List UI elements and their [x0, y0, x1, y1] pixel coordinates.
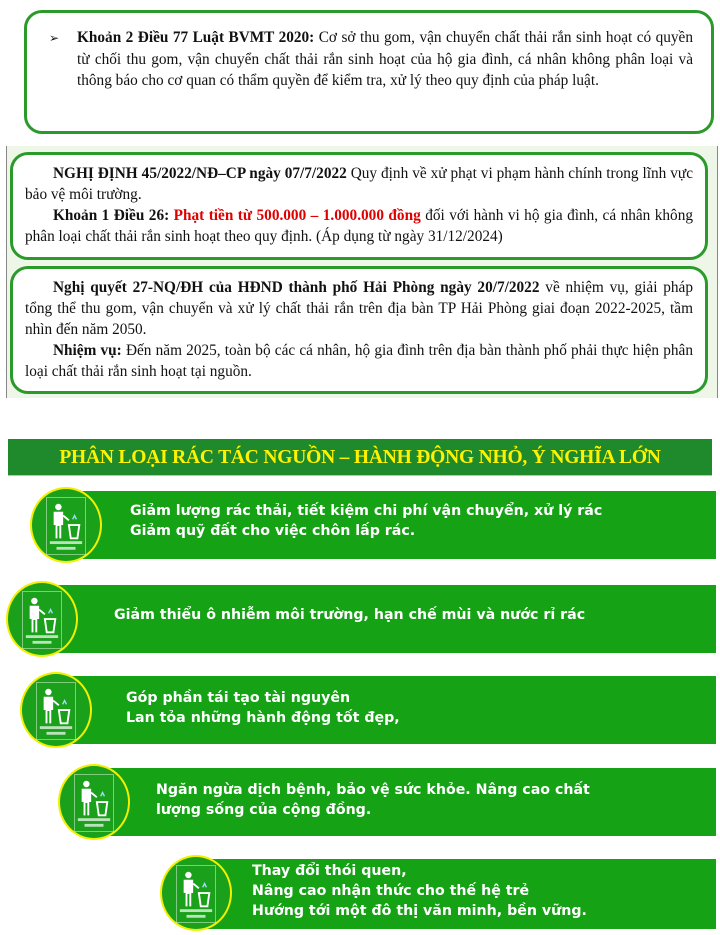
trash-bin-person-icon [160, 855, 232, 931]
benefit-line: lượng sống của cộng đồng. [156, 802, 372, 818]
recycle-sign-icon [46, 497, 86, 555]
benefit-line: Thay đổi thói quen, [252, 863, 407, 879]
benefit-line: Hướng tới một đô thị văn minh, bền vững. [252, 903, 587, 919]
resolution-text [25, 277, 693, 340]
benefit-row-3 [20, 672, 716, 744]
benefit-line: Lan tỏa những hành động tốt đẹp, [126, 710, 400, 726]
benefit-line: Góp phần tái tạo tài nguyên [126, 690, 351, 706]
benefit-text [156, 780, 590, 820]
benefit-line: Giảm lượng rác thải, tiết kiệm chi phí vận chuyển, xử lý rác [130, 503, 603, 519]
resolution-task [25, 340, 693, 382]
clause-title: Khoản 1 Điều 26: [53, 207, 170, 224]
benefit-line: Giảm quỹ đất cho việc chôn lấp rác. [130, 523, 416, 539]
trash-bin-person-icon [58, 764, 130, 840]
decree-title: NGHỊ ĐỊNH 45/2022/NĐ–CP ngày 07/7/2022 [53, 165, 347, 182]
recycle-sign-icon [176, 865, 216, 923]
benefit-text [126, 688, 400, 728]
recycle-sign-icon [36, 682, 76, 740]
benefit-line: Giảm thiểu ô nhiễm môi trường, hạn chế mùi và nước rỉ rác [114, 607, 586, 623]
benefit-text [252, 861, 587, 921]
section-banner-title: PHÂN LOẠI RÁC TÁC NGUỒN – HÀNH ĐỘNG NHỎ, Ý NGHĨA LỚN [8, 439, 712, 476]
resolution-title: Nghị quyết 27-NQ/ĐH của HĐND thành phố Hải Phòng ngày 20/7/2022 [53, 279, 540, 296]
benefit-row-1 [30, 487, 716, 559]
recycle-sign-icon [74, 774, 114, 832]
benefit-row-4 [58, 764, 716, 836]
task-body: Đến năm 2025, toàn bộ các cá nhân, hộ gia đình trên địa bàn thành phố phải thực hiện phân loại chất thải rắn sinh hoạt tại nguồn. [25, 342, 693, 380]
law-box-nghi-quyet-27 [10, 266, 708, 394]
arrow-bullet-icon: ➢ [49, 31, 60, 45]
benefit-text [114, 605, 585, 625]
decree-body: Quy định về xử phạt vi phạm hành chính trong lĩnh vực bảo vệ môi trường. [25, 165, 693, 203]
decree-clause [25, 205, 693, 247]
trash-bin-person-icon [6, 581, 78, 657]
trash-bin-person-icon [30, 487, 102, 563]
law-text [49, 27, 693, 91]
decree-text [25, 163, 693, 205]
law-body: Cơ sở thu gom, vận chuyển chất thải rắn sinh hoạt có quyền từ chối thu gom, vận chuyển chất thải rắn sinh hoạt của hộ gia đình, cá nhân không phân loại và thông báo cho cơ quan có thẩm quyền để kiểm tra, xử lý theo quy định của pháp luật. [77, 29, 693, 89]
penalty-amount: Phạt tiền từ 500.000 – 1.000.000 đồng [169, 207, 421, 224]
recycle-sign-icon [22, 591, 62, 649]
clause-body: đối với hành vi hộ gia đình, cá nhân không phân loại chất thải rắn sinh hoạt theo quy định. (Áp dụng từ ngày 31/12/2024) [25, 207, 693, 245]
law-box-luat-bvmt [24, 10, 714, 134]
benefit-row-2 [6, 581, 716, 653]
law-title: Khoản 2 Điều 77 Luật BVMT 2020: [77, 29, 315, 46]
benefit-row-5 [160, 855, 716, 929]
task-title: Nhiệm vụ: [53, 342, 122, 359]
benefit-line: Ngăn ngừa dịch bệnh, bảo vệ sức khỏe. Nâng cao chất [156, 782, 590, 798]
law-box-nghi-dinh-45 [10, 152, 708, 260]
benefit-line: Nâng cao nhận thức cho thế hệ trẻ [252, 883, 530, 899]
resolution-body: về nhiệm vụ, giải pháp tổng thể thu gom, vận chuyển và xử lý chất thải rắn trên địa bàn TP Hải Phòng giai đoạn 2022-2025, tầm nhìn đến năm 2050. [25, 279, 693, 338]
trash-bin-person-icon [20, 672, 92, 748]
benefit-text [130, 501, 602, 541]
